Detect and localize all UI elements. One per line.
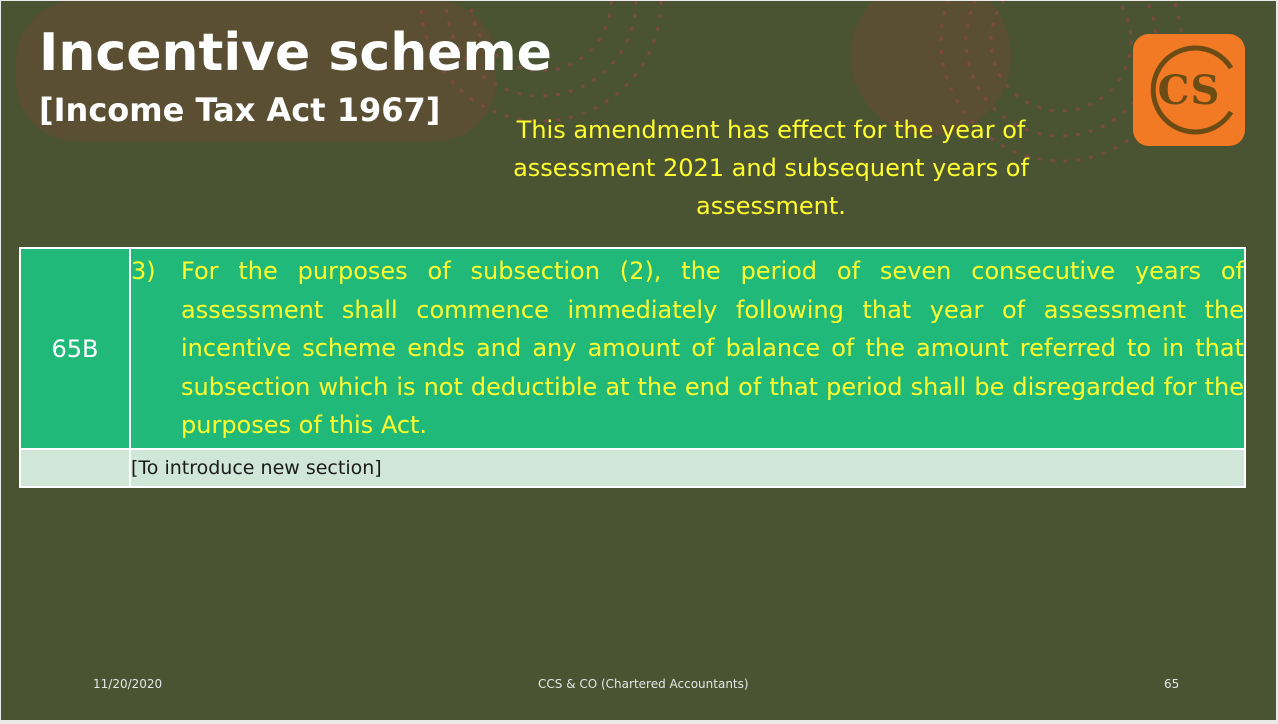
logo-text: CS xyxy=(1157,66,1221,114)
table-row xyxy=(20,248,1245,449)
ccs-logo-icon xyxy=(1133,34,1245,146)
paragraph-text: For the purposes of subsection (2), the period of seven consecutive years of assessment shall commence immediately following that year of assessment the incentive scheme ends and any amount of balance of the amount referred to in that subsection which is not deductible at the end of that period shall be disregarded for the purposes of this Act. xyxy=(181,257,1244,440)
slide xyxy=(1,1,1276,720)
subsection-paragraph xyxy=(131,252,1244,445)
slide-title: Incentive scheme xyxy=(39,23,552,83)
effective-note: This amendment has effect for the year of assessment 2021 and subsequent years of assessment. xyxy=(513,116,1029,220)
table-row xyxy=(20,449,1245,487)
amendment-table xyxy=(19,247,1246,488)
footer-center: CCS & CO (Chartered Accountants) xyxy=(538,677,749,691)
paragraph-number: 3) xyxy=(131,257,156,286)
introduce-note: [To introduce new section] xyxy=(130,449,1245,487)
section-text-cell xyxy=(130,248,1245,449)
section-number: 65B xyxy=(20,248,130,449)
page-number: 65 xyxy=(1164,677,1180,691)
slide-subtitle: [Income Tax Act 1967] xyxy=(39,91,441,129)
empty-section-cell xyxy=(20,449,130,487)
footer-date: 11/20/2020 xyxy=(93,677,163,691)
